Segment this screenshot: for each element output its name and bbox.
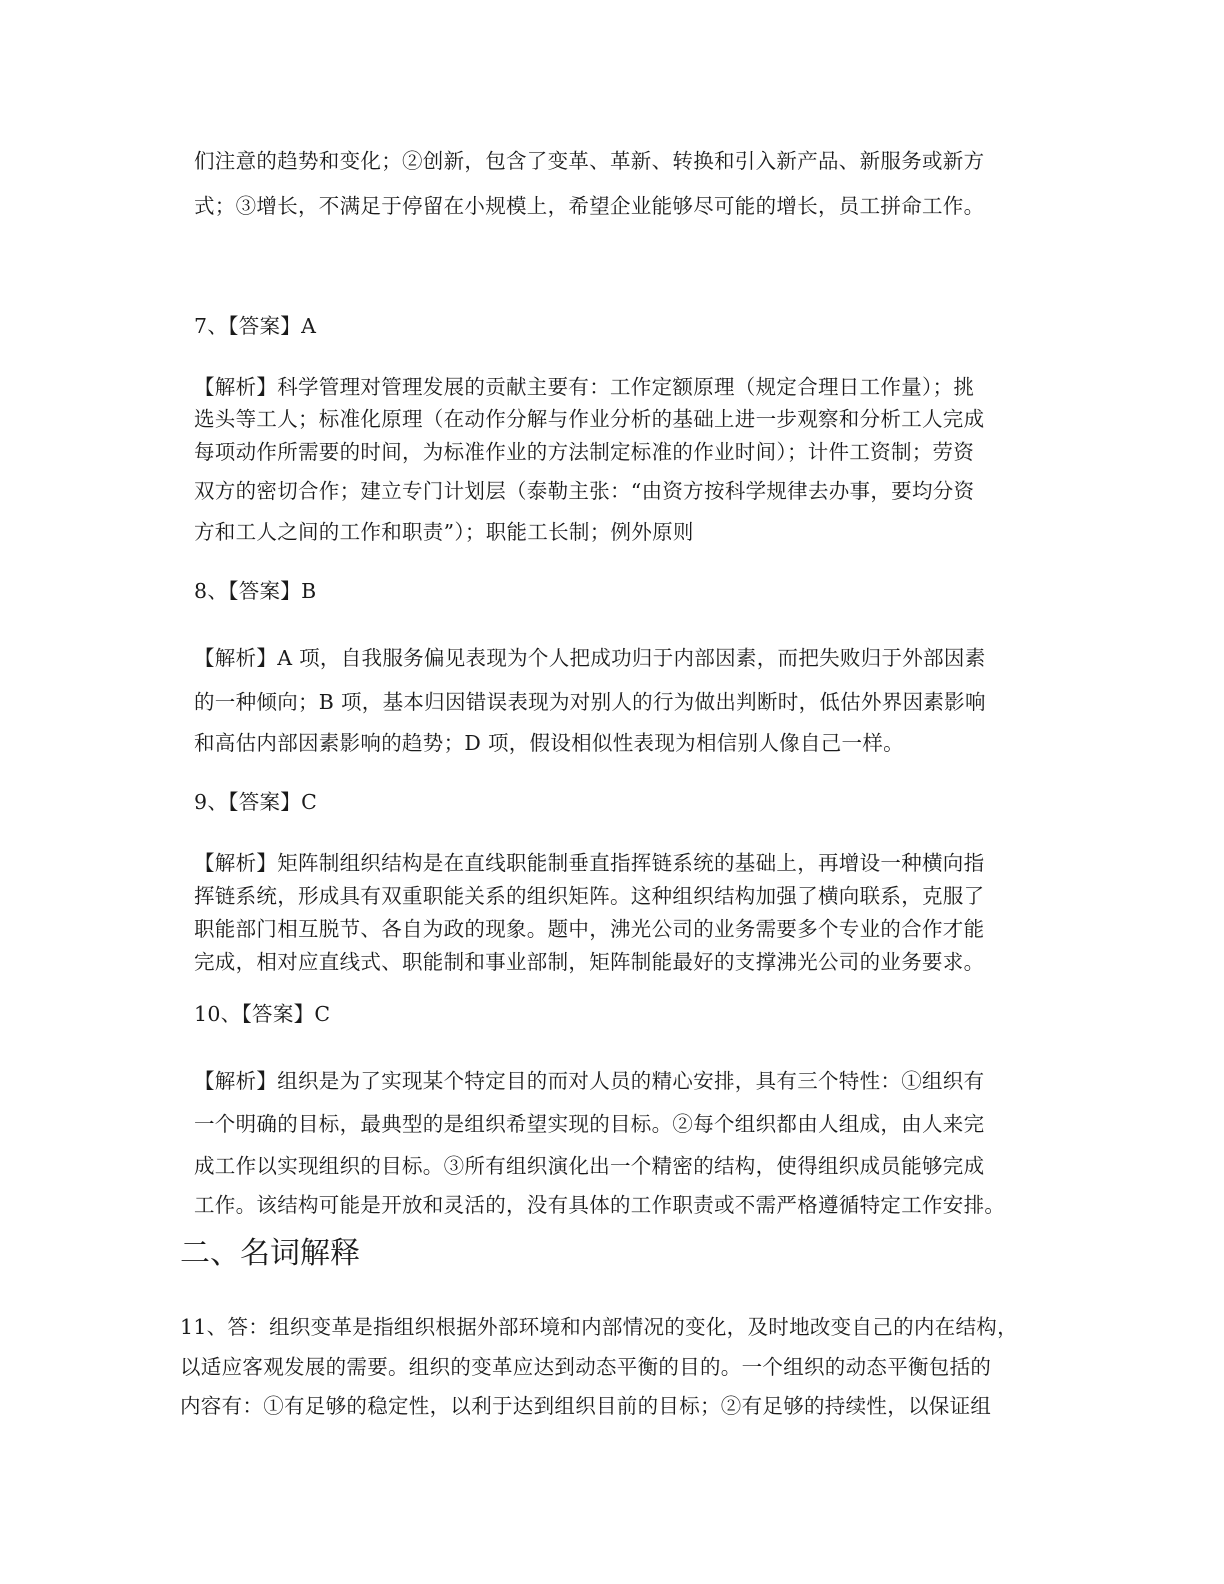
answer-10: 10、【答案】C (194, 1002, 331, 1026)
explanation-10-line-4: 工作。该结构可能是开放和灵活的，没有具体的工作职责或不需严格遵循特定工作安排。 (194, 1193, 1006, 1217)
explanation-9-line-3: 职能部门相互脱节、各自为政的现象。题中，沸光公司的业务需要多个专业的合作才能 (194, 917, 985, 941)
explanation-8-line-1: 【解析】A 项，自我服务偏见表现为个人把成功归于内部因素，而把失败归于外部因素 (194, 646, 986, 670)
explanation-8-line-3: 和高估内部因素影响的趋势；D 项，假设相似性表现为相信别人像自己一样。 (194, 731, 904, 755)
explanation-7-line-4: 双方的密切合作；建立专门计划层（泰勒主张：“由资方按科学规律去办事，要均分资 (194, 479, 975, 503)
explanation-10-line-3: 成工作以实现组织的目标。③所有组织演化出一个精密的结构，使得组织成员能够完成 (194, 1154, 985, 1178)
answer-9: 9、【答案】C (194, 790, 318, 814)
section-heading: 二、名词解释 (180, 1236, 360, 1271)
explanation-7-line-5: 方和工人之间的工作和职责”）；职能工长制；例外原则 (194, 520, 694, 544)
explanation-9-line-4: 完成，相对应直线式、职能制和事业部制，矩阵制能最好的支撑沸光公司的业务要求。 (194, 950, 985, 974)
answer-7: 7、【答案】A (194, 314, 317, 338)
answer-11-line-3: 内容有：①有足够的稳定性，以利于达到组织目前的目标；②有足够的持续性，以保证组 (180, 1394, 992, 1418)
explanation-10-line-1: 【解析】组织是为了实现某个特定目的而对人员的精心安排，具有三个特性：①组织有 (194, 1069, 985, 1093)
explanation-9-line-1: 【解析】矩阵制组织结构是在直线职能制垂直指挥链系统的基础上，再增设一种横向指 (194, 851, 985, 875)
paragraph-6-line-2: 式；③增长，不满足于停留在小规模上，希望企业能够尽可能的增长，员工拼命工作。 (194, 194, 985, 218)
explanation-7-line-2: 选头等工人；标准化原理（在动作分解与作业分析的基础上进一步观察和分析工人完成 (194, 407, 985, 431)
answer-8: 8、【答案】B (194, 579, 317, 603)
paragraph-6-line-1: 们注意的趋势和变化；②创新，包含了变革、革新、转换和引入新产品、新服务或新方 (194, 149, 985, 173)
explanation-10-line-2: 一个明确的目标，最典型的是组织希望实现的目标。②每个组织都由人组成，由人来完 (194, 1112, 985, 1136)
answer-11-line-1: 11、答：组织变革是指组织根据外部环境和内部情况的变化，及时地改变自己的内在结构， (180, 1315, 1018, 1339)
explanation-9-line-2: 挥链系统，形成具有双重职能关系的组织矩阵。这种组织结构加强了横向联系，克服了 (194, 884, 985, 908)
explanation-7-line-3: 每项动作所需要的时间，为标准作业的方法制定标准的作业时间）；计件工资制；劳资 (194, 440, 975, 464)
explanation-8-line-2: 的一种倾向；B 项，基本归因错误表现为对别人的行为做出判断时，低估外界因素影响 (194, 690, 986, 714)
explanation-7-line-1: 【解析】科学管理对管理发展的贡献主要有：工作定额原理（规定合理日工作量）；挑 (194, 375, 975, 399)
answer-11-line-2: 以适应客观发展的需要。组织的变革应达到动态平衡的目的。一个组织的动态平衡包括的 (180, 1355, 992, 1379)
